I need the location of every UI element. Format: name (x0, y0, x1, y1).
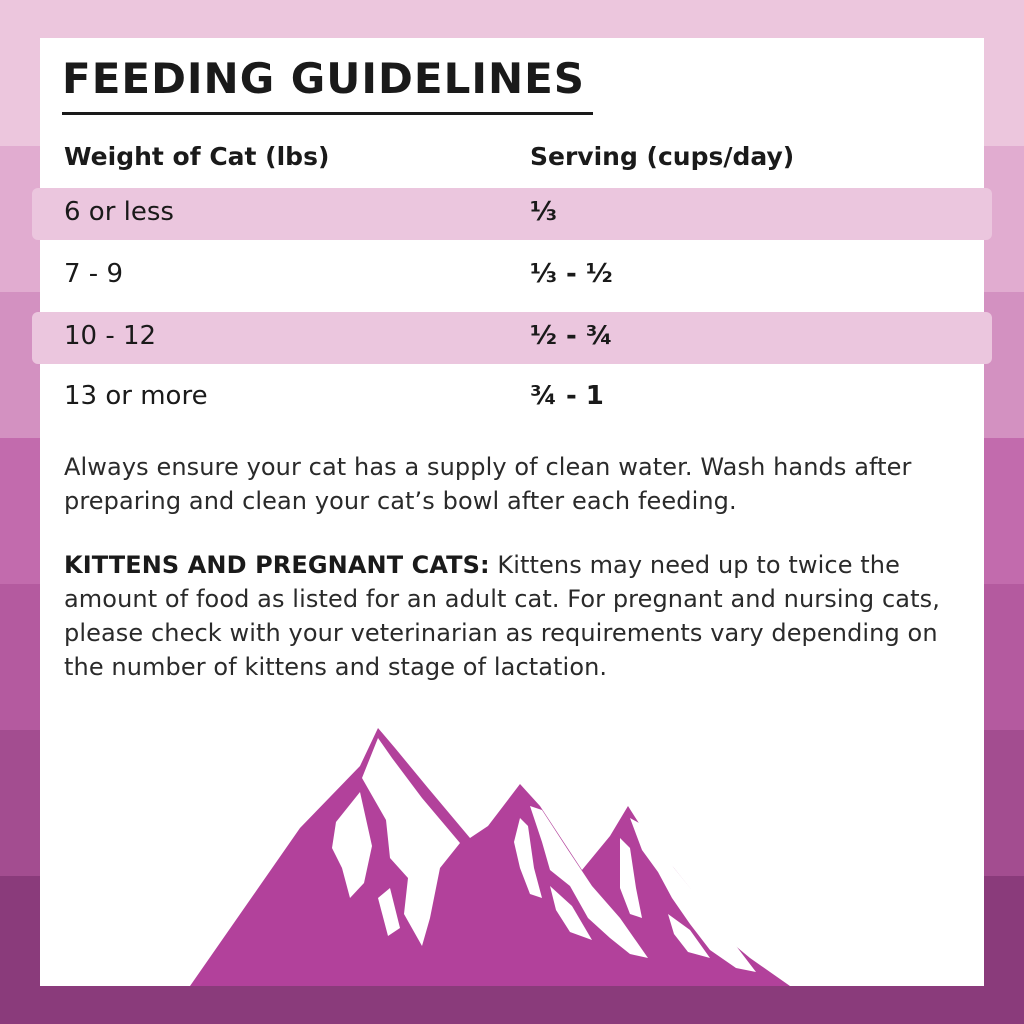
mountain-range-icon (190, 718, 840, 986)
weight-cell: 6 or less (64, 197, 174, 227)
title-underline (62, 112, 593, 115)
serving-cell: ⅓ (530, 197, 557, 227)
guidelines-card (40, 38, 984, 986)
table-row (32, 372, 992, 424)
weight-cell: 7 - 9 (64, 259, 123, 289)
weight-cell: 13 or more (64, 381, 208, 411)
kittens-text: Kittens may need up to twice the amount of food as listed for an adult cat. For pregnant and nursing cats, please check with your veterinarian as requirements vary depending on the number of kittens and stage of lactation. (64, 551, 940, 681)
serving-cell: ⅓ - ½ (530, 259, 613, 289)
kittens-note (64, 548, 964, 684)
page-title: FEEDING GUIDELINES (62, 54, 586, 103)
table-row (32, 188, 992, 240)
weight-cell: 10 - 12 (64, 321, 157, 351)
table-header-weight: Weight of Cat (lbs) (64, 142, 330, 171)
kittens-label: KITTENS AND PREGNANT CATS: (64, 551, 490, 579)
table-header-serving: Serving (cups/day) (530, 142, 795, 171)
serving-cell: ¾ - 1 (530, 381, 604, 411)
water-note: Always ensure your cat has a supply of clean water. Wash hands after preparing and clean your cat’s bowl after each feeding. (64, 453, 912, 515)
table-row (32, 250, 992, 302)
serving-cell: ½ - ¾ (530, 321, 613, 351)
table-row (32, 312, 992, 364)
